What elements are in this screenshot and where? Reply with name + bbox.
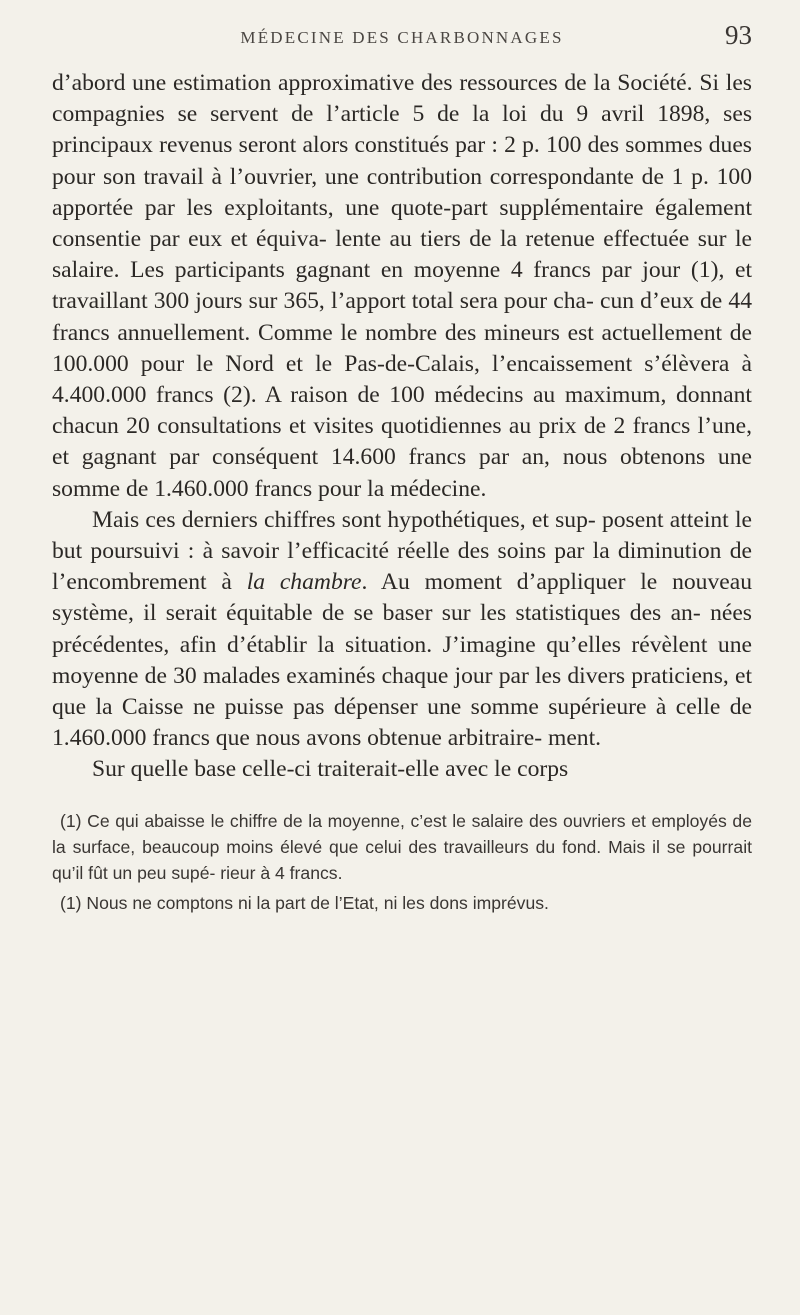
paragraph-2 xyxy=(52,505,752,755)
running-title: MÉDECINE DES CHARBONNAGES xyxy=(240,28,564,47)
paragraph-2-start: Mais ces derniers chiffres sont hypothétiques, et sup- posent atteint le but poursuivi : à savoir l’efficacité réelle des soins par la diminution de l’encombrement à xyxy=(52,506,752,596)
page-number: 93 xyxy=(725,20,752,50)
paragraph-3: Sur quelle base celle-ci traiterait-elle avec le corps xyxy=(92,756,569,783)
footnotes xyxy=(52,808,752,916)
footnote-2: (1) Nous ne comptons ni la part de l’Etat, ni les dons imprévus. xyxy=(60,892,549,913)
body-text xyxy=(52,68,752,786)
book-page xyxy=(52,20,752,916)
paragraph-2-end: . Au moment d’appliquer le nouveau système, il serait équitable de se baser sur les statistiques des an- nées précédentes, afin d’établir la situation. J’imagine qu’elles révèlent une moyenne de 30 malades examinés chaque jour par les divers praticiens, et que la Caisse ne puisse pas dépenser une somme supérieure à celle de 1.460.000 francs que nous avons obtenue arbitraire- ment. xyxy=(52,569,752,752)
paragraph-1: d’abord une estimation approximative des ressources de la Société. Si les compagnies se servent de l’article 5 de la loi du 9 avril 1898, ses principaux revenus seront alors constitués par : 2 p. 100 des sommes dues pour son travail à l’ouvrier, une contribution correspondante de 1 p. 100 apportée par les exploitants, une quote-part supplémentaire également consentie par eux et équiva- lente au tiers de la retenue effectuée sur le salaire. Les participants gagnant en moyenne 4 francs par jour (1), et travaillant 300 jours sur 365, l’apport total sera pour cha- cun d’eux de 44 francs annuellement. Comme le nombre des mineurs est actuellement de 100.000 pour le Nord et le Pas-de-Calais, l’encaissement s’élèvera à 4.400.000 francs (2). A raison de 100 médecins au maximum, donnant chacun 20 consultations et visites quotidiennes au prix de 2 francs l’une, et gagnant par conséquent 14.600 francs par an, nous obtenons une somme de 1.460.000 francs pour la médecine. xyxy=(52,70,752,502)
footnote-1: (1) Ce qui abaisse le chiffre de la moyenne, c’est le salaire des ouvriers et employés de la surface, beaucoup moins élevé que celui des travailleurs du fond. Mais il se pourrait qu’il fût un peu supé- rieur à 4 francs. xyxy=(52,810,752,883)
page-header xyxy=(52,20,752,60)
paragraph-2-italic: la chambre xyxy=(246,569,362,596)
